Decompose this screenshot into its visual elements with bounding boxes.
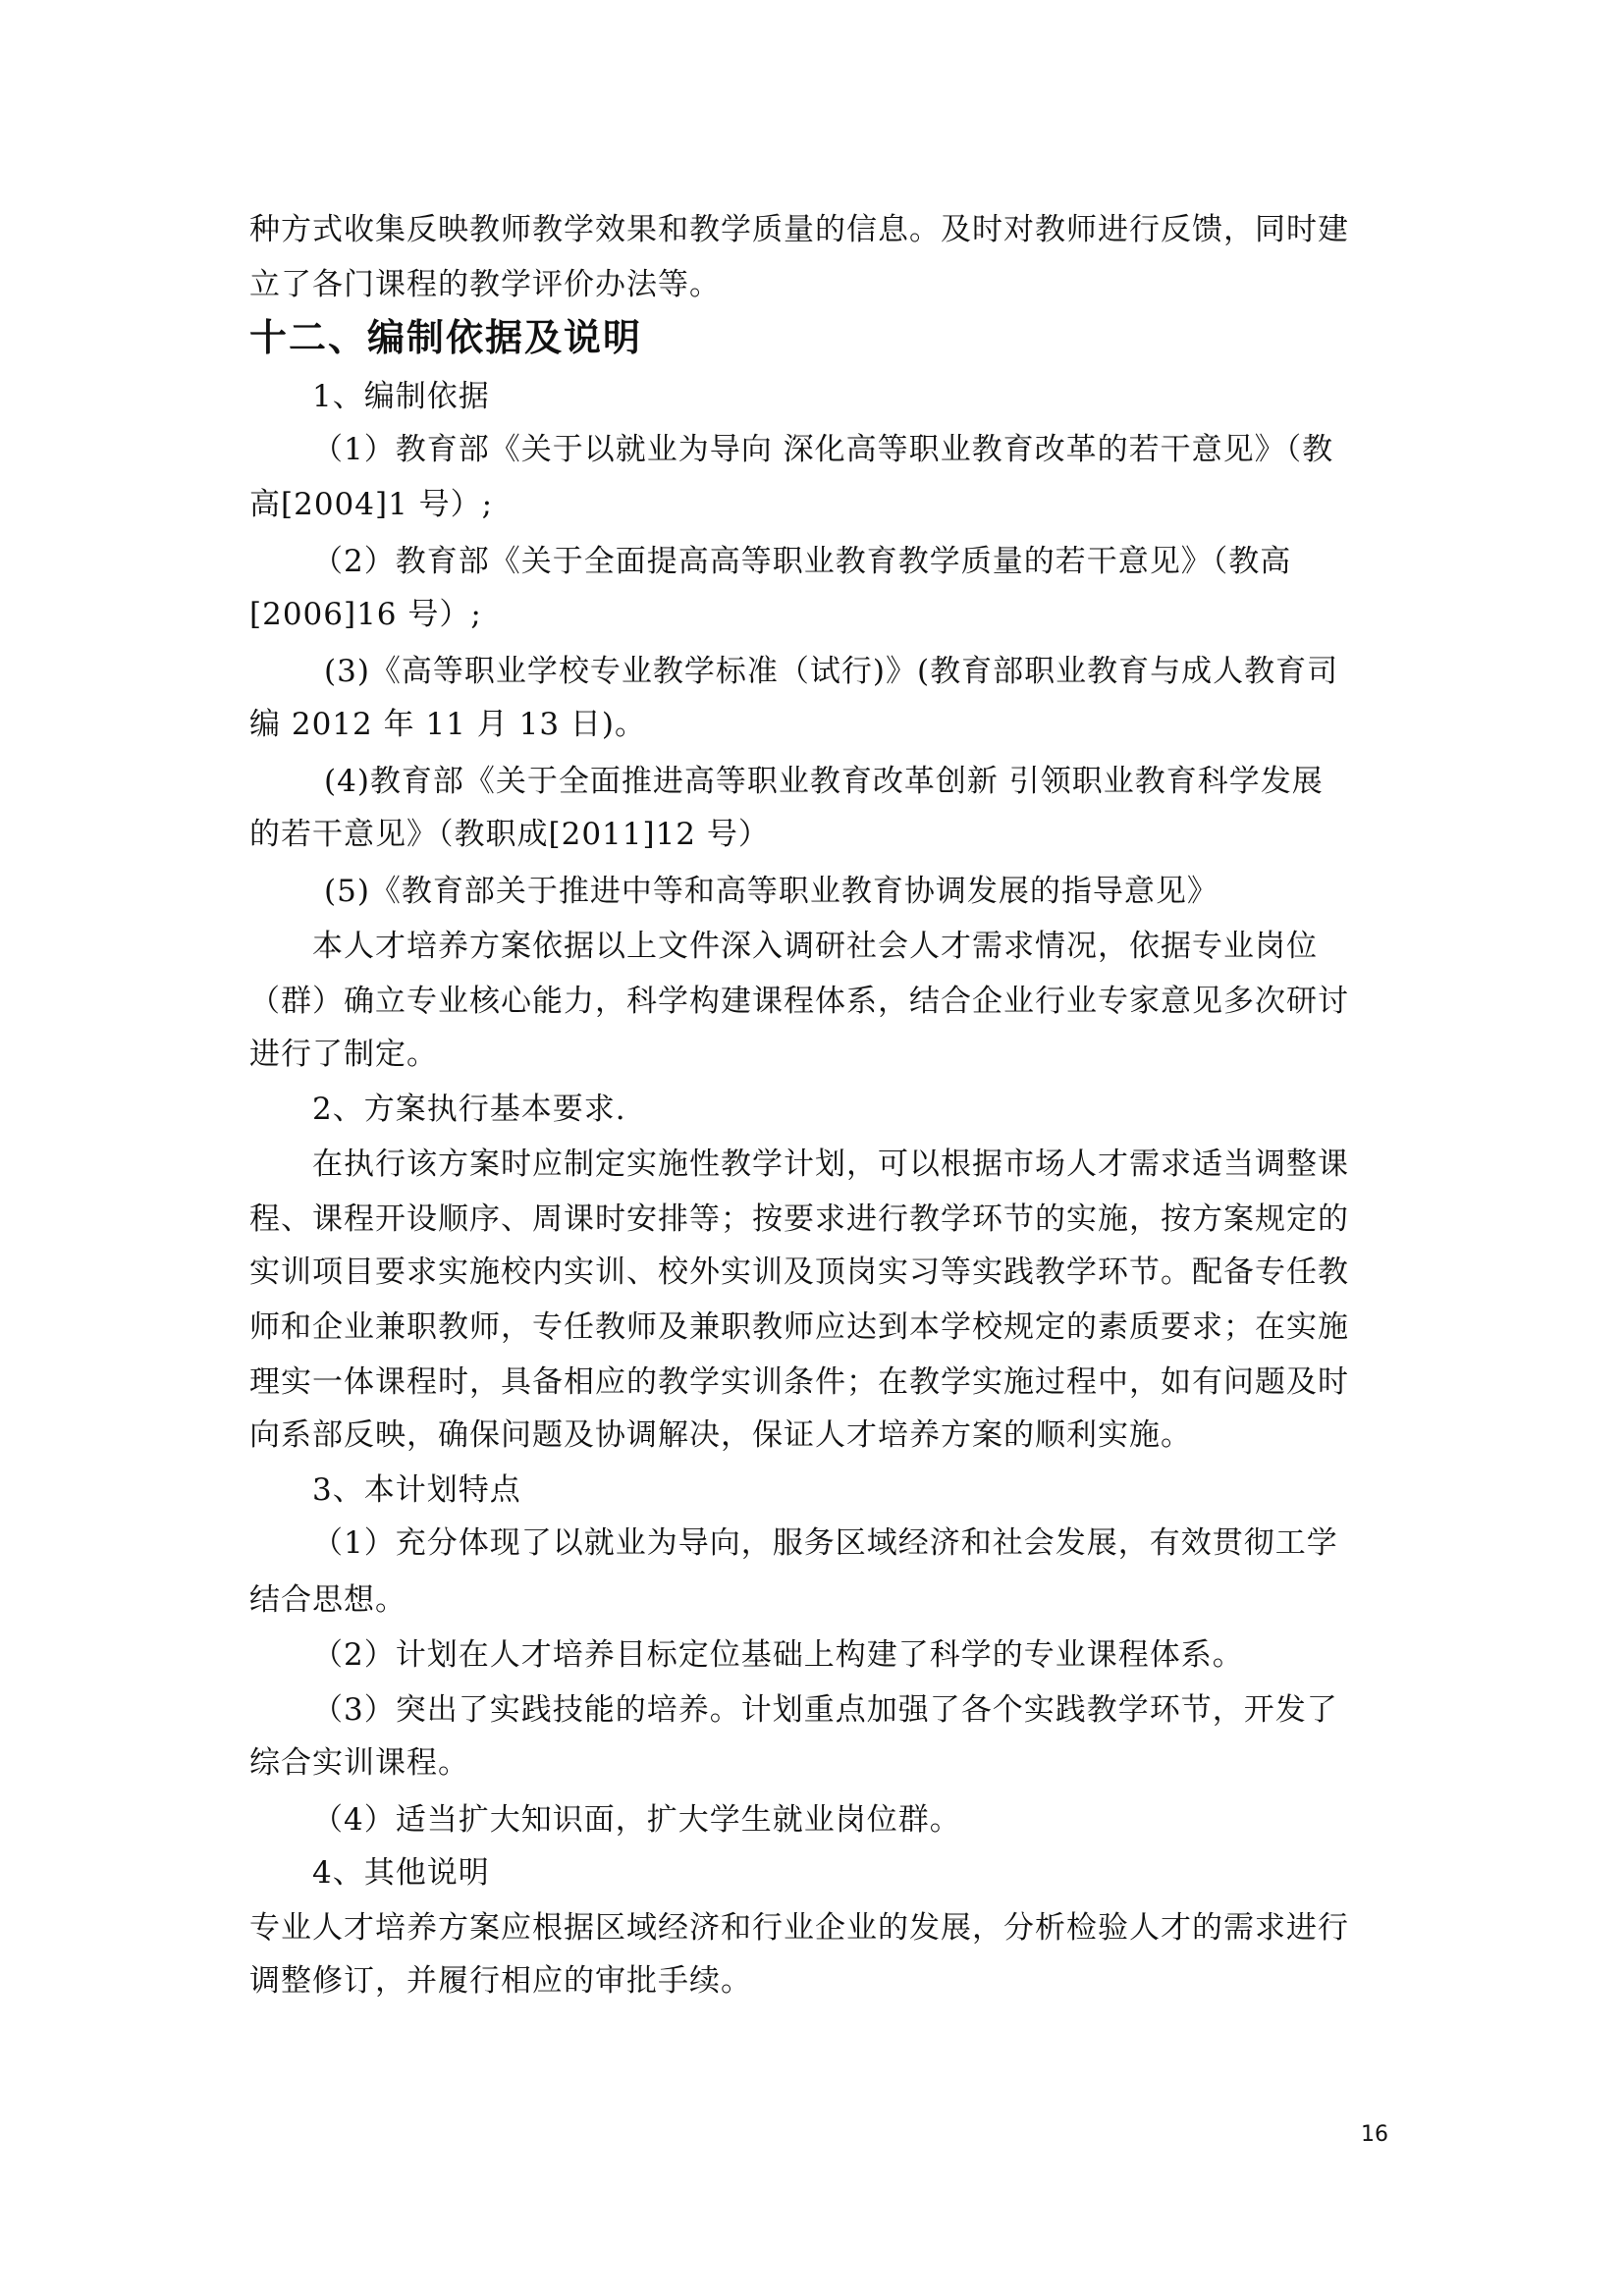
paragraph-line: 专业人才培养方案应根据区域经济和行业企业的发展，分析检验人才的需求进行 — [249, 1910, 1349, 1946]
paragraph-line: 在执行该方案时应制定实施性教学计划，可以根据市场人才需求适当调整课 — [312, 1147, 1349, 1182]
subheading: 1、编制依据 — [312, 379, 490, 414]
list-item: (3)《高等职业学校专业教学标准（试行)》(教育部职业教育与成人教育司 — [324, 654, 1339, 689]
list-item-continuation: 结合思想。 — [249, 1582, 406, 1618]
paragraph-line: 程、课程开设顺序、周课时安排等；按要求进行教学环节的实施，按方案规定的 — [249, 1201, 1349, 1237]
list-item: （1）教育部《关于以就业为导向 深化高等职业教育改革的若干意见》（教 — [312, 432, 1334, 467]
subheading: 3、本计划特点 — [312, 1472, 521, 1508]
paragraph-line: 种方式收集反映教师教学效果和教学质量的信息。及时对教师进行反馈，同时建 — [249, 212, 1349, 247]
paragraph-line: 向系部反映，确保问题及协调解决，保证人才培养方案的顺利实施。 — [249, 1417, 1192, 1453]
paragraph-line: 理实一体课程时，具备相应的教学实训条件；在教学实施过程中，如有问题及时 — [249, 1364, 1349, 1400]
list-item-continuation: 综合实训课程。 — [249, 1745, 469, 1781]
list-item: （4）适当扩大知识面，扩大学生就业岗位群。 — [312, 1802, 961, 1838]
paragraph-line: 进行了制定。 — [249, 1037, 438, 1072]
list-item: (4)教育部《关于全面推进高等职业教育改革创新 引领职业教育科学发展 — [324, 764, 1324, 799]
list-item: （2）教育部《关于全面提高高等职业教育教学质量的若干意见》（教高 — [312, 544, 1292, 579]
list-item: （2）计划在人才培养目标定位基础上构建了科学的专业课程体系。 — [312, 1637, 1244, 1673]
list-item-continuation: 的若干意见》（教职成[2011]12 号） — [249, 817, 770, 852]
paragraph-line: （群）确立专业核心能力，科学构建课程体系，结合企业行业专家意见多次研讨 — [249, 984, 1349, 1019]
list-item: （3）突出了实践技能的培养。计划重点加强了各个实践教学环节，开发了 — [312, 1692, 1338, 1728]
paragraph-line: 调整修订，并履行相应的审批手续。 — [249, 1963, 752, 1999]
subheading: 2、方案执行基本要求. — [312, 1092, 626, 1127]
list-item: (5)《教育部关于推进中等和高等职业教育协调发展的指导意见》 — [324, 874, 1218, 909]
list-item-continuation: 高[2004]1 号）; — [249, 487, 494, 522]
page-number: 16 — [1361, 2122, 1388, 2147]
list-item: （1）充分体现了以就业为导向，服务区域经济和社会发展，有效贯彻工学 — [312, 1525, 1338, 1561]
paragraph-line: 师和企业兼职教师，专任教师及兼职教师应达到本学校规定的素质要求；在实施 — [249, 1309, 1349, 1345]
section-heading: 十二、编制依据及说明 — [249, 315, 643, 359]
list-item-continuation: 编 2012 年 11 月 13 日)。 — [249, 707, 647, 742]
list-item-continuation: [2006]16 号）; — [249, 597, 482, 632]
paragraph-line: 本人才培养方案依据以上文件深入调研社会人才需求情况，依据专业岗位 — [312, 929, 1318, 964]
subheading: 4、其他说明 — [312, 1855, 490, 1891]
paragraph-line: 立了各门课程的教学评价办法等。 — [249, 267, 721, 302]
paragraph-line: 实训项目要求实施校内实训、校外实训及顶岗实习等实践教学环节。配备专任教 — [249, 1255, 1349, 1290]
